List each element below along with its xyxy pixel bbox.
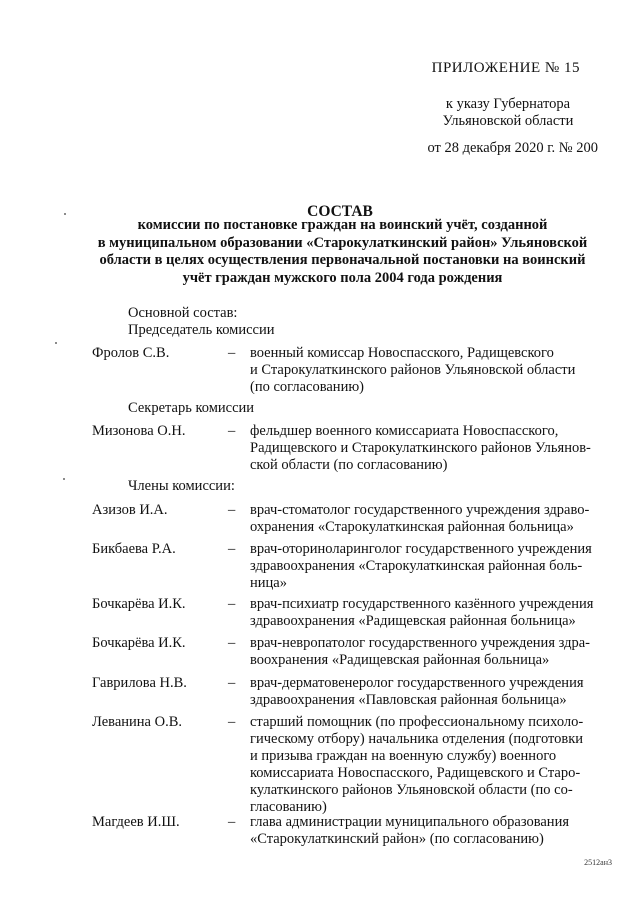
subtitle-line: области в целях осуществления первоначальной постановки на воинский [99,252,586,268]
position-line: здравоохранения «Радищевская районная больница» [250,613,576,629]
position-line: врач-дерматовенеролог государственного учреждения [250,675,584,691]
section-secretary-label: Секретарь комиссии [128,400,255,416]
position-line: и призыва граждан на военную службу) военного [250,748,557,764]
document-subtitle [65,217,620,287]
person-name: Фролов С.В. [92,345,170,361]
footer-code: 2512ан3 [584,858,612,867]
dash: – [228,502,236,518]
person-position [250,541,612,592]
person-name: Бочкарёва И.К. [92,596,186,612]
section-chair-label: Председатель комиссии [128,322,275,338]
person-name: Мизонова О.Н. [92,423,186,439]
position-line: гласованию) [250,799,327,815]
person-name: Азизов И.А. [92,502,168,518]
person-position [250,814,612,848]
person-name: Леванина О.В. [92,714,182,730]
subtitle-line: комиссии по постановке граждан на воинский учёт, созданной [137,217,548,233]
dash: – [228,675,236,691]
dash: – [228,596,236,612]
position-line: здравоохранения «Старокулаткинская районная боль- [250,558,583,574]
person-position [250,635,612,669]
dash: – [228,714,236,730]
person-name: Бочкарёва И.К. [92,635,186,651]
position-line: ница» [250,575,287,591]
annex-number: ПРИЛОЖЕНИЕ № 15 [431,60,580,76]
position-line: Радищевского и Старокулаткинского районов Ульянов- [250,440,591,456]
position-line: ской области (по согласованию) [250,457,448,473]
dash: – [228,814,236,830]
section-main-label: Основной состав: [128,305,238,321]
position-line: фельдшер военного комиссариата Новоспасского, [250,423,559,439]
subtitle-line: в муниципальном образовании «Старокулаткинский район» Ульяновской [97,234,588,251]
position-line: гическому отбору) начальника отделения (подготовки [250,731,584,747]
position-line: комиссариата Новоспасского, Радищевского и Старо- [250,765,581,781]
person-position [250,502,612,536]
person-position [250,345,612,396]
position-line: кулаткинского районов Ульяновской области (по со- [250,782,573,798]
decree-line-2: Ульяновской области [442,113,574,129]
position-line: врач-невропатолог государственного учреждения здра- [250,635,590,651]
subtitle-line: учёт граждан мужского пола 2004 года рождения [182,269,503,286]
position-line: здравоохранения «Павловская районная больница» [250,692,567,708]
decree-reference [418,96,598,130]
section-members-label: Члены комиссии: [128,478,235,494]
position-line: охранения «Старокулаткинская районная больница» [250,519,574,535]
scan-speck [64,213,66,215]
position-line: врач-оториноларинголог государственного учреждения [250,541,592,557]
position-line: врач-стоматолог государственного учреждения здраво- [250,502,590,518]
decree-date: от 28 декабря 2020 г. № 200 [427,140,598,156]
dash: – [228,423,236,439]
position-line: «Старокулаткинский район» (по согласованию) [250,831,544,847]
position-line: глава администрации муниципального образования [250,814,569,830]
person-position [250,423,612,474]
position-line: военный комиссар Новоспасского, Радищевского [250,345,554,361]
person-name: Бикбаева Р.А. [92,541,176,557]
person-position [250,675,612,709]
person-name: Гаврилова Н.В. [92,675,187,691]
position-line: и Старокулаткинского районов Ульяновской области [250,362,576,378]
scan-speck [63,478,65,480]
person-position [250,596,612,630]
document-title: СОСТАВ [307,203,373,220]
scan-speck [55,342,57,344]
position-line: (по согласованию) [250,379,364,395]
decree-line-1: к указу Губернатора [445,96,571,112]
position-line: врач-психиатр государственного казённого учреждения [250,596,594,612]
dash: – [228,541,236,557]
position-line: старший помощник (по профессиональному психоло- [250,714,584,730]
person-position [250,714,612,816]
dash: – [228,635,236,651]
dash: – [228,345,236,361]
person-name: Магдеев И.Ш. [92,814,180,830]
position-line: воохранения «Радищевская районная больница» [250,652,550,668]
